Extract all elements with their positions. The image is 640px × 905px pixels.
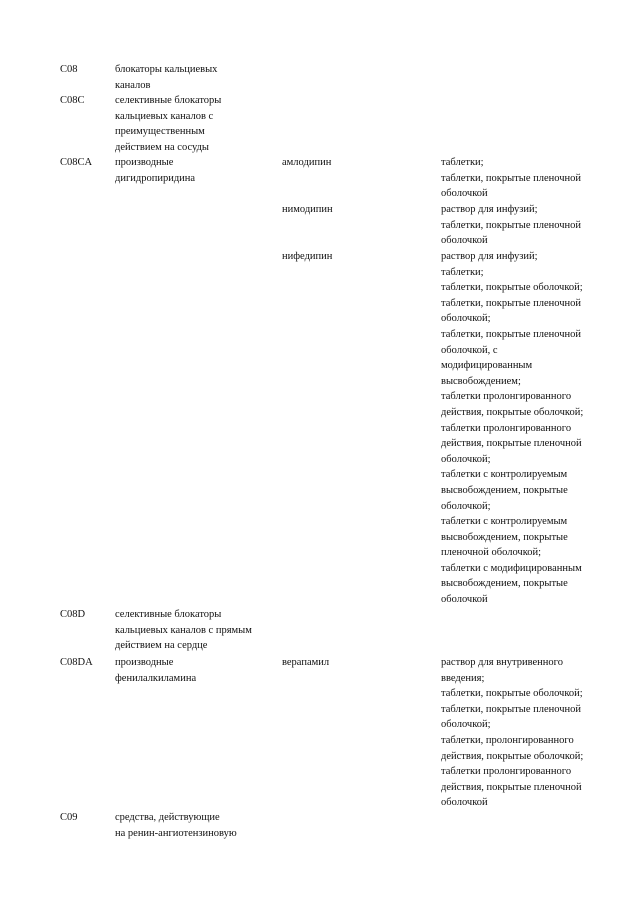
atc-code: C08CA bbox=[60, 157, 93, 168]
dosage-forms: раствор для инфузий; таблетки; таблетки, покрытые оболочкой; таблетки, покрытые пленочной оболочкой; таблетки, покрытые пленочной оболочкой, с модифицированным высвобождением; таблетки пролонгированного действия, покрытые оболочкой; таблетки пролонгированного действия, покрытые пленочной оболочкой; таблетки с контролируемым высвобождением, покрытые оболочкой; таблетки с контролируемым высвобождением, покрытые пленочной оболочкой; таблетки с модифицированным высвобождением, покрытые оболочкой bbox=[441, 251, 584, 606]
drug-name: верапамил bbox=[282, 657, 330, 668]
group-name: селективные блокаторы кальциевых каналов с прямым действием на сердце bbox=[115, 609, 252, 652]
atc-code: C08 bbox=[60, 64, 78, 75]
group-name: производные фенилалкиламина bbox=[115, 657, 197, 684]
group-name: средства, действующие на ренин-ангиотензиновую bbox=[115, 812, 237, 839]
group-name: блокаторы кальциевых каналов bbox=[115, 64, 218, 91]
dosage-forms: раствор для инфузий; таблетки, покрытые пленочной оболочкой bbox=[441, 204, 582, 247]
group-name: селективные блокаторы кальциевых каналов с преимущественным действием на сосуды bbox=[115, 95, 222, 153]
drug-name: амлодипин bbox=[282, 157, 332, 168]
atc-code: C09 bbox=[60, 812, 78, 823]
drug-name: нифедипин bbox=[282, 251, 333, 262]
dosage-forms: раствор для внутривенного введения; таблетки, покрытые оболочкой; таблетки, покрытые пленочной оболочкой; таблетки, пролонгированного действия, покрытые оболочкой; таблетки пролонгированного действия, покрытые пленочной оболочкой bbox=[441, 657, 584, 809]
atc-code: C08DA bbox=[60, 657, 93, 668]
dosage-forms: таблетки; таблетки, покрытые пленочной оболочкой bbox=[441, 157, 582, 200]
drug-name: нимодипин bbox=[282, 204, 333, 215]
atc-code: C08C bbox=[60, 95, 85, 106]
group-name: производные дигидропиридина bbox=[115, 157, 196, 184]
atc-code: C08D bbox=[60, 609, 86, 620]
